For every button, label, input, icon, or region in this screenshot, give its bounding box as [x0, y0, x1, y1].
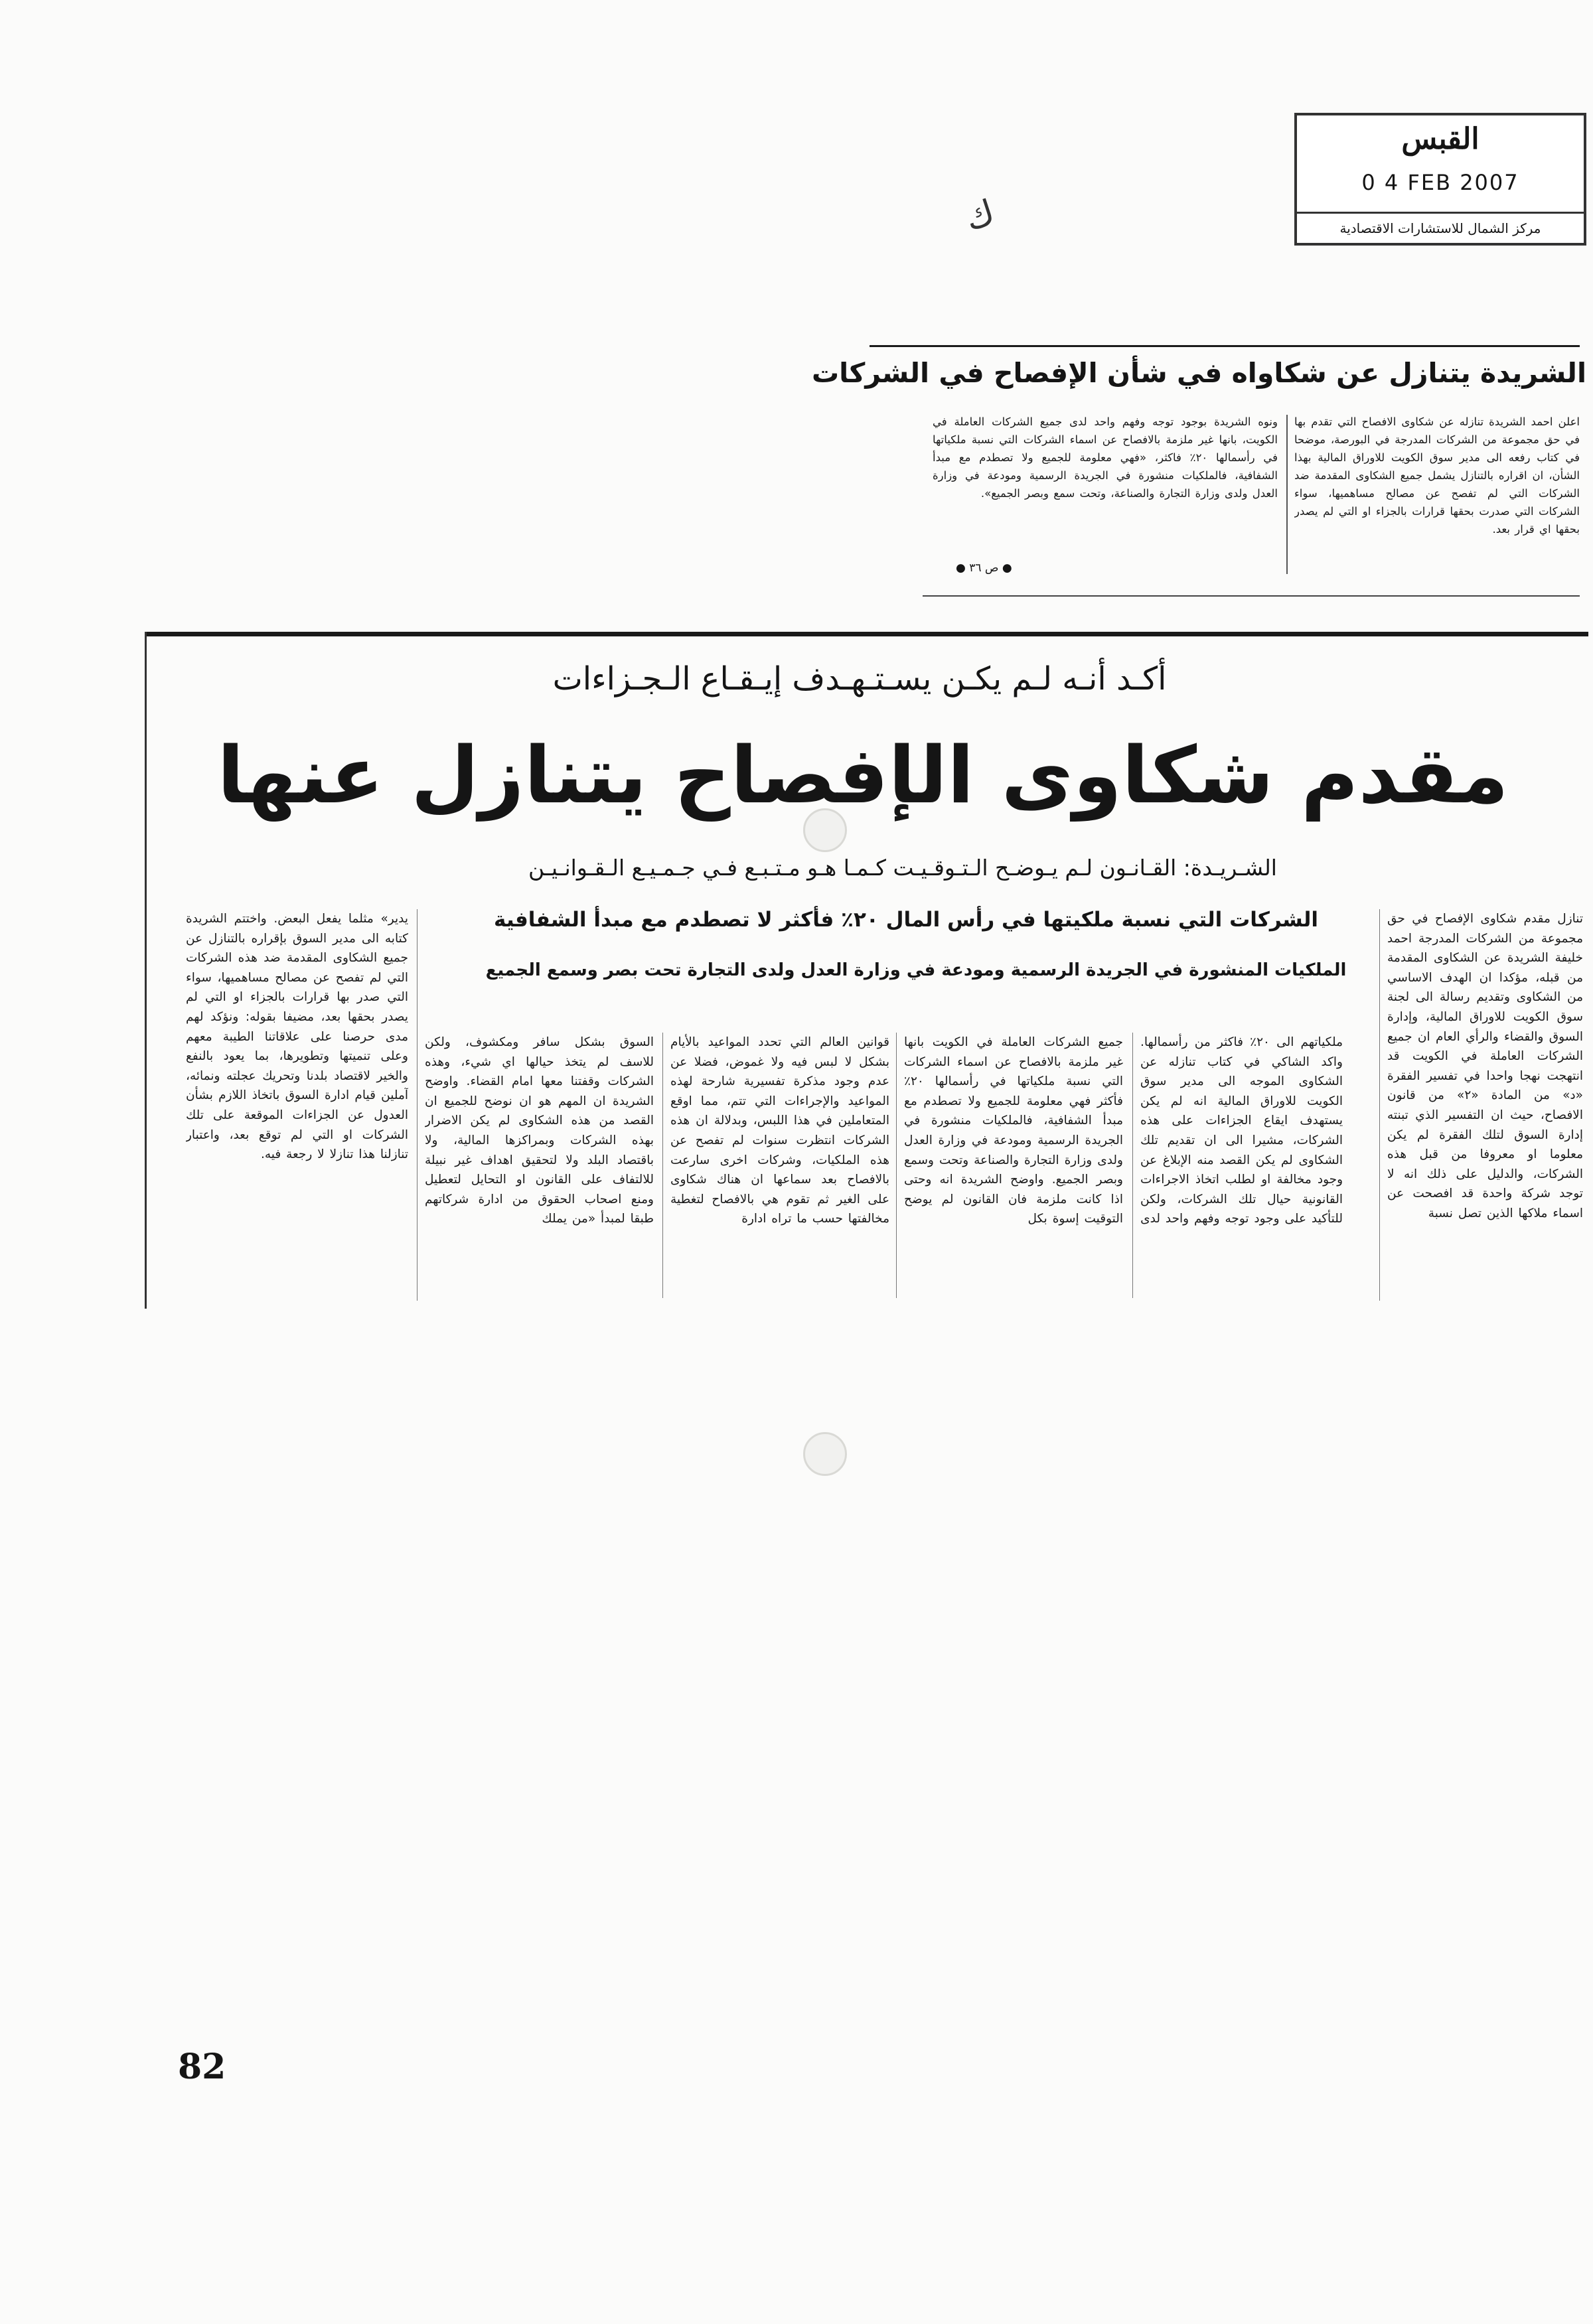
article-column-4: قوانين العالم التي تحدد المواعيد بالأيام بشكل لا لبس فيه ولا غموض، فضلا عن عدم وجود مذكرة تفسيرية شارحة لهذه المواعيد والإجراءات التي تتم، مما اوقع المتعاملين في هذا اللبس، وبدلالة ان هذه الشركات انتظرت سنوات لم تفصح عن هذه الملكيات، وشركات اخرى سارعت بالافصاح بعد سماعها ان هناك شكاوى على الغير ثم تقوم هي بالافصاح لتغطية مخالفتها حسب ما تراه ادارة — [670, 1035, 889, 1226]
article-column-1: تنازل مقدم شكاوى الإفصاح في حق مجموعة من الشركات المدرجة احمد خليفة الشريدة عن الشكاوى المقدمة من قبله، مؤكدا ان الهدف الاساسي من الشكاوى وتقديم رسالة الى لجنة سوق الكويت للاوراق المالية، وإدارة السوق والقضاء والرأي العام ان جميع الشركات العاملة في الكويت قد انتهجت نهجا واحدا في تفسير الفقرة «د» من المادة «٢» من قانون الافصاح، حيث ان التفسير الذي تبنته إدارة السوق لتلك الفقرة لم يكن معلوما او معروفا من قبل هذه الشركات، والدليل على ذلك انه لا توجد شركة واحدة قد افصحت عن اسماء ملاكها الذين تصل نسبة — [1387, 912, 1583, 1220]
teaser-page-ref: ● ص ٣٦ ● — [956, 561, 1012, 575]
column-divider-3 — [896, 1033, 897, 1298]
article-column-3: جميع الشركات العاملة في الكويت بانها غير ملزمة بالافصاح عن اسماء الشركات التي نسبة ملكياتها في رأسمالها ٢٠٪ فأكثر فهي معلومة للجميع ولا تصطدم مع مبدأ الشفافية، فالملكيات منشورة في الجريدة الرسمية ومودعة في وزارة العدل ولدى وزارة التجارة والصناعة وتحت وسمع وبصر الجميع. واوضح الشريدة انه وحتى اذا كانت ملزمة فان القانون لم يوضح التوقيت إسوة بكل — [904, 1035, 1123, 1226]
teaser-bottom-rule — [923, 595, 1580, 597]
teaser-column-left: ونوه الشريدة بوجود توجه وفهم واحد لدى جميع الشركات العاملة في الكويت، بانها غير ملزمة بالافصاح عن اسماء الشركات التي نسبة ملكياتها في رأسمالها ٢٠٪ فاكثر، «فهي معلومة للجميع ولا تصطدم مع مبدأ الشفافية، فالملكيات منشورة في الجريدة الرسمية ومودعة في وزارة العدل ولدى وزارة التجارة والصناعة، وتحت سمع وبصر الجميع». — [933, 415, 1278, 500]
stamp-date: 0 4 FEB 2007 — [1361, 170, 1519, 195]
article-headline: مقدم شكاوى الإفصاح يتنازل عنها — [217, 729, 1509, 821]
column-divider-1 — [1379, 909, 1380, 1301]
teaser-top-rule — [870, 345, 1580, 347]
column-divider-4 — [662, 1033, 663, 1298]
teaser-column-divider — [1286, 415, 1288, 574]
stamp-center-name: مركز الشمال للاستشارات الاقتصادية — [1297, 212, 1584, 243]
margin-mark: ك — [960, 192, 1000, 240]
article-left-border — [145, 632, 147, 1309]
teaser-headline: الشريدة يتنازل عن شكاواه في شأن الإفصاح في الشركات — [811, 357, 1586, 389]
page-number: 82 — [178, 2047, 226, 2087]
article-deck-1: الشـريـدة: القـانـون لـم يـوضـح الـتـوقـيـت كـمـا هـو مـتـبـع فـي جـمـيـع الـقـوانـيـن — [528, 855, 1277, 881]
date-stamp — [1294, 113, 1586, 246]
article-deck-3: الملكيات المنشورة في الجريدة الرسمية ومودعة في وزارة العدل ولدى التجارة تحت بصر وسمع الجميع — [485, 960, 1347, 980]
article-kicker: أكـد أنـه لـم يكـن يسـتـهـدف إيـقـاع الـجـزاءات — [552, 660, 1167, 697]
article-column-6: يدير» مثلما يفعل البعض. واختتم الشريدة كتابه الى مدير السوق بإقراره بالتنازل عن جميع الشكاوى المقدمة ضد هذه الشركات التي لم تفصح عن مصالح مساهميها، سواء التي صدر بها قرارات بالجزاء او التي لم يصدر بحقها بعد، مضيفا بقوله: ونؤكد لهم مدى حرصنا على علاقاتنا الطيبة معهم وعلى تنميتها وتطويرها، بما يعود بالنفع والخير لاقتصاد بلدنا وتحريك عجلته ونمائه، آملين قيام ادارة السوق باتخاذ اللازم بشأن العدول عن الجزاءات الموقعة على تلك الشركات او التي لم توقع بعد، واعتبار تنازلنا هذا تنازلا لا رجعة فيه. — [186, 912, 408, 1162]
article-top-rule — [145, 632, 1588, 636]
teaser-column-right: اعلن احمد الشريدة تنازله عن شكاوى الافصاح التي تقدم بها في حق مجموعة من الشركات المدرجة في البورصة، موضحا في كتاب رفعه الى مدير سوق الكويت للاوراق المالية بهذا الشأن، ان اقراره بالتنازل يشمل جميع الشكاوى المقدمة ضد الشركات التي لم تفصح عن مصالح مساهميها، سواء الشركات التي صدرت بحقها قرارات بالجزاء او التي لم يصدر بحقها اي قرار بعد. — [1294, 415, 1580, 536]
column-divider-2 — [1132, 1033, 1133, 1298]
article-column-2: ملكياتهم الى ٢٠٪ فاكثر من رأسمالها. واكد الشاكي في كتاب تنازله عن الشكاوى الموجه الى مدير سوق الكويت للاوراق المالية انه لم يكن يستهدف ايقاع الجزاءات على هذه الشركات، مشيرا الى ان تقديم تلك الشكاوى لم يكن القصد منه الإبلاغ عن وجود مخالفة او لطلب اتخاذ الاجراءات القانونية حيال تلك الشركات، ولكن للتأكيد على وجود توجه وفهم واحد لدى — [1140, 1035, 1343, 1226]
stamp-logo: القبس — [1401, 122, 1479, 156]
article-column-5: السوق بشكل سافر ومكشوف، ولكن للاسف لم يتخذ حيالها اي شيء، وهذه الشركات وقفتنا معها امام القضاء. واوضح الشريدة ان المهم هو ان نوضح للجميع ان القصد من هذه الشكاوى لم يكن الاضرار بهذه الشركات وبمراكزها المالية، ولا باقتصاد البلد ولا لتحقيق اهداف غير نبيلة للالتفاف على القانون او التحايل لتعطيل ومنع اصحاب الحقوق من ادارة شركاتهم طبقا لمبدأ «من يملك — [425, 1035, 654, 1226]
punch-hole-bottom — [803, 1432, 847, 1476]
article-deck-2: الشركات التي نسبة ملكيتها في رأس المال ٢٠٪ فأكثر لا تصطدم مع مبدأ الشفافية — [494, 908, 1318, 932]
